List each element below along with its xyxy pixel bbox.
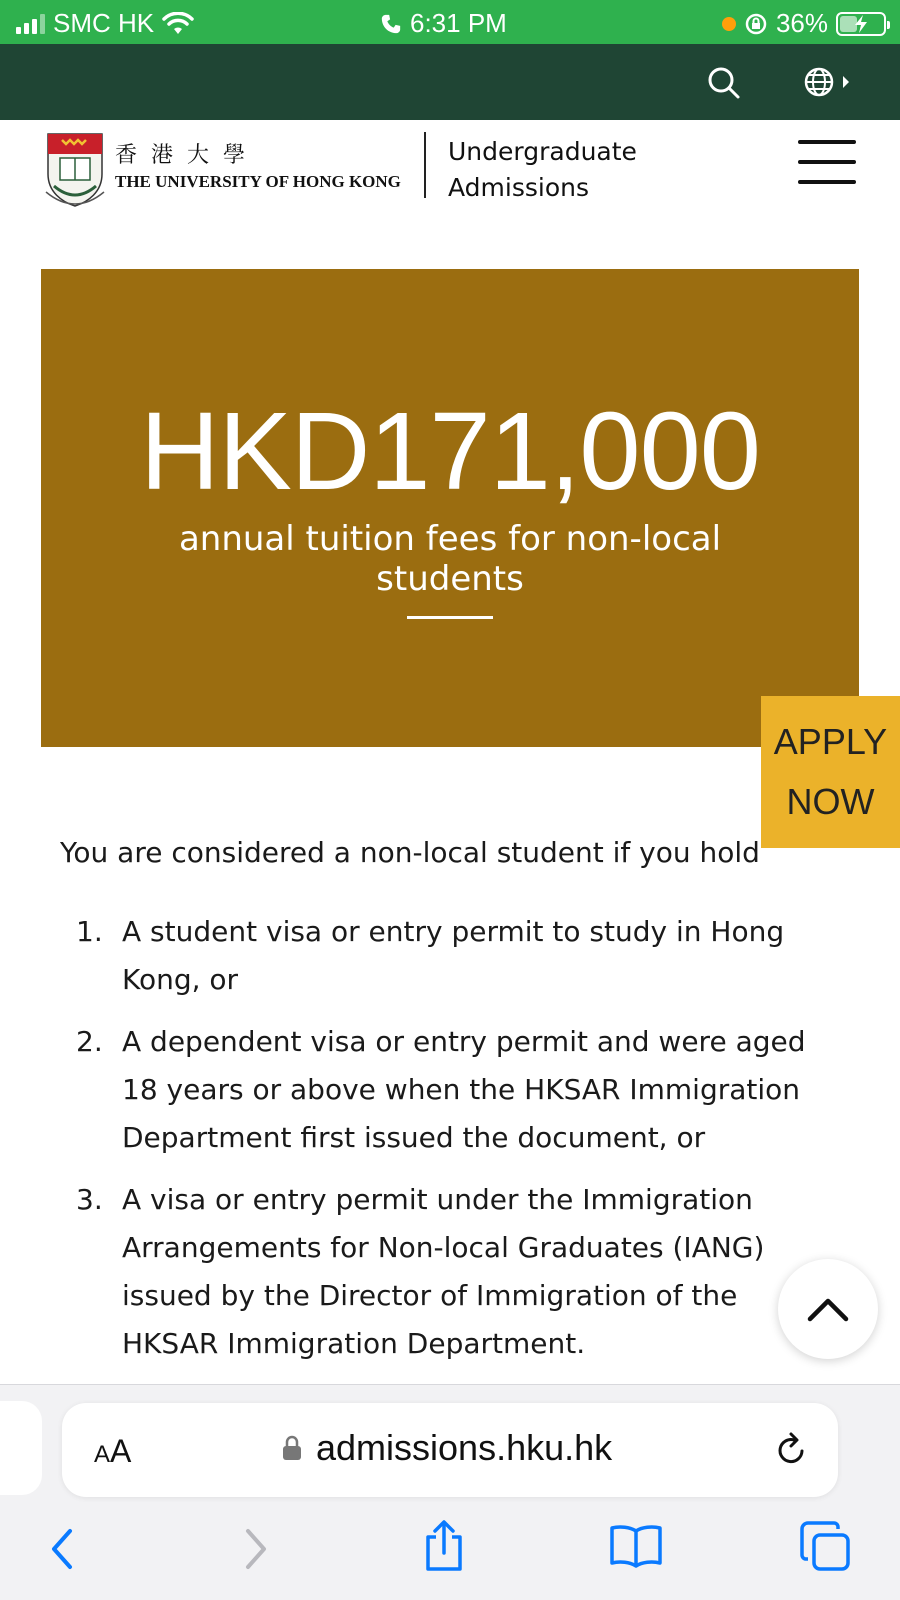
wifi-icon bbox=[162, 12, 194, 36]
tuition-subtitle: annual tuition fees for non-local students bbox=[178, 519, 722, 599]
battery-percent: 36% bbox=[775, 8, 828, 38]
lock-icon bbox=[282, 1435, 302, 1461]
battery-icon bbox=[836, 12, 886, 36]
search-icon[interactable] bbox=[707, 66, 741, 100]
phone-icon bbox=[380, 13, 402, 35]
list-number: 3. bbox=[76, 1183, 103, 1216]
share-icon[interactable] bbox=[422, 1519, 466, 1573]
url-display[interactable] bbox=[282, 1427, 612, 1469]
apply-now-line2: NOW bbox=[786, 781, 875, 822]
status-bar bbox=[0, 0, 900, 44]
browser-toolbar bbox=[0, 1505, 900, 1595]
status-right bbox=[722, 8, 886, 39]
clock: 6:31 PM bbox=[410, 8, 507, 38]
reader-text-size-button[interactable] bbox=[94, 1433, 131, 1470]
site-name-line2: Admissions bbox=[448, 173, 589, 202]
list-item bbox=[76, 908, 816, 1004]
bookmarks-icon[interactable] bbox=[608, 1523, 664, 1569]
criteria-list bbox=[76, 908, 816, 1382]
hero-underline bbox=[407, 616, 493, 619]
cellular-signal-icon bbox=[16, 14, 45, 34]
reload-icon[interactable] bbox=[774, 1431, 810, 1469]
chevron-up-icon bbox=[806, 1295, 850, 1323]
globe-icon bbox=[803, 66, 835, 98]
list-item bbox=[76, 1176, 816, 1368]
list-item bbox=[76, 1018, 816, 1162]
status-center bbox=[380, 8, 507, 39]
aa-big: A bbox=[110, 1433, 132, 1469]
browser-bottom-bar bbox=[0, 1384, 900, 1600]
status-left bbox=[16, 8, 194, 39]
logo-english-name: THE UNIVERSITY OF HONG KONG bbox=[115, 172, 401, 191]
mic-in-use-indicator bbox=[722, 17, 736, 31]
hamburger-menu-icon[interactable] bbox=[798, 138, 858, 188]
list-number: 2. bbox=[76, 1025, 103, 1058]
caret-right-icon bbox=[841, 75, 851, 89]
back-to-top-button[interactable] bbox=[778, 1259, 878, 1359]
list-number: 1. bbox=[76, 915, 103, 948]
apply-now-button[interactable] bbox=[761, 696, 900, 848]
list-text: A student visa or entry permit to study in Hong Kong, or bbox=[122, 915, 785, 996]
site-header bbox=[0, 120, 900, 220]
tabs-icon[interactable] bbox=[800, 1521, 852, 1573]
previous-tab-peek[interactable] bbox=[0, 1401, 42, 1495]
list-text: A visa or entry permit under the Immigration Arrangements for Non-local Graduates (IANG) issued by the Director of Immigration of the HKSAR Immigration Department. bbox=[122, 1183, 765, 1360]
forward-icon[interactable] bbox=[242, 1527, 270, 1571]
url-text: admissions.hku.hk bbox=[316, 1427, 613, 1468]
non-local-intro: You are considered a non-local student if you hold bbox=[60, 836, 760, 869]
back-icon[interactable] bbox=[48, 1527, 76, 1571]
address-bar[interactable] bbox=[62, 1403, 838, 1497]
tuition-hero-banner bbox=[41, 269, 859, 747]
orientation-lock-icon bbox=[744, 12, 768, 36]
hku-crest-logo[interactable] bbox=[44, 130, 106, 210]
header-divider bbox=[424, 132, 426, 198]
carrier-label: SMC HK bbox=[53, 8, 155, 38]
tuition-amount: HKD171,000 bbox=[140, 390, 760, 513]
aa-small: A bbox=[94, 1441, 111, 1468]
site-name[interactable] bbox=[448, 134, 637, 206]
apply-now-line1: APPLY bbox=[773, 721, 888, 762]
list-text: A dependent visa or entry permit and were aged 18 years or above when the HKSAR Immigration Department first issued the document, or bbox=[122, 1025, 806, 1154]
site-utility-bar bbox=[0, 44, 900, 120]
site-name-line1: Undergraduate bbox=[448, 137, 637, 166]
logo-chinese-name: 香港大學 bbox=[115, 143, 260, 168]
language-switcher[interactable] bbox=[803, 66, 851, 98]
